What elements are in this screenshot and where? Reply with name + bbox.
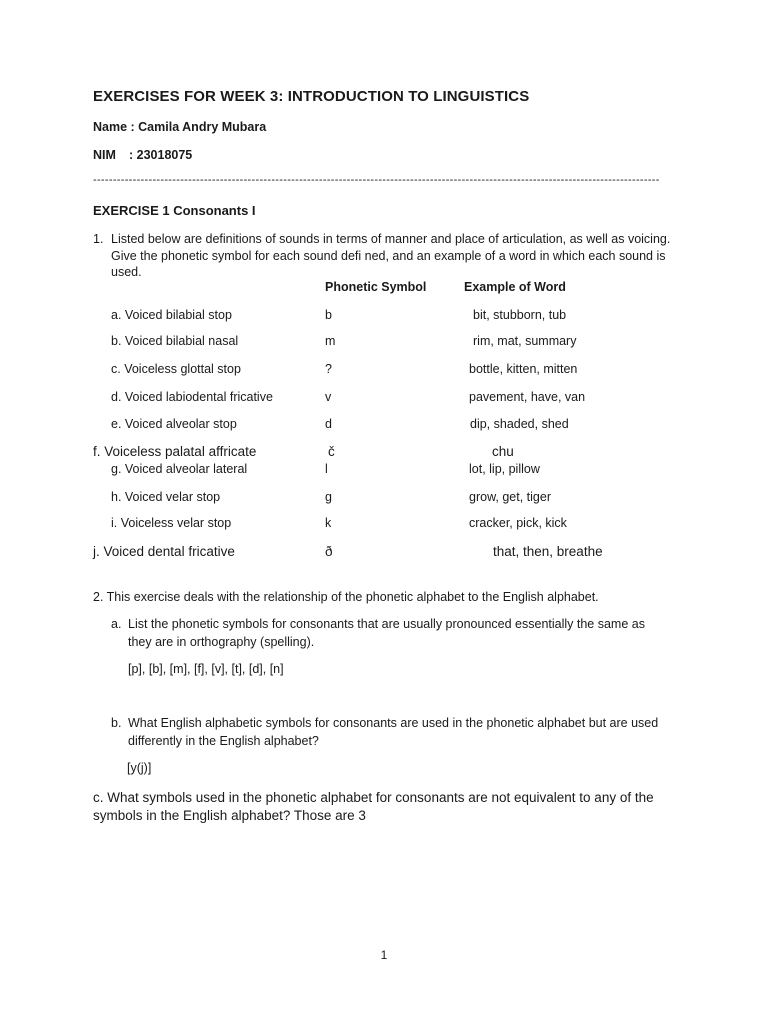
question-2a	[111, 615, 671, 651]
student-name: Name : Camila Andry Mubara	[93, 120, 267, 134]
question-1-text: Listed below are definitions of sounds in terms of manner and place of articulation, as well as voicing. Give the phonetic symbol for each sound defi ned, and an example of a word in which each sound is used.	[111, 232, 671, 279]
question-2a-label: a.	[111, 617, 122, 631]
row-label: j. Voiced dental fricative	[93, 544, 235, 559]
row-label: h. Voiced velar stop	[111, 490, 221, 504]
exercise-heading: EXERCISE 1 Consonants I	[93, 203, 256, 218]
row-symbol: ?	[325, 362, 332, 376]
question-1-number: 1.	[93, 232, 104, 246]
question-2b-label: b.	[111, 716, 122, 730]
row-example: pavement, have, van	[469, 390, 586, 404]
row-example: chu	[492, 444, 514, 459]
document-title: EXERCISES FOR WEEK 3: INTRODUCTION TO LINGUISTICS	[93, 88, 530, 105]
row-example: bottle, kitten, mitten	[469, 362, 578, 376]
row-example: bit, stubborn, tub	[473, 308, 567, 322]
column-header-example: Example of Word	[464, 280, 566, 294]
row-label: b. Voiced bilabial nasal	[111, 334, 239, 348]
row-example: rim, mat, summary	[473, 334, 577, 348]
row-symbol: d	[325, 417, 332, 431]
answer-2a: [p], [b], [m], [f], [v], [t], [d], [n]	[128, 662, 284, 676]
row-example: that, then, breathe	[493, 544, 603, 559]
page-number: 1	[380, 948, 388, 962]
row-symbol: v	[325, 390, 332, 404]
nim-value: : 23018075	[129, 148, 193, 162]
answer-2b: [y(j)]	[127, 761, 152, 775]
row-symbol: ð	[325, 544, 333, 559]
row-example: lot, lip, pillow	[469, 462, 540, 476]
question-2-intro: 2. This exercise deals with the relationship of the phonetic alphabet to the English alphabet.	[93, 590, 599, 604]
row-symbol: č	[328, 444, 335, 459]
row-label: a. Voiced bilabial stop	[111, 308, 232, 322]
nim-label: NIM	[93, 148, 116, 162]
row-label: c. Voiceless glottal stop	[111, 362, 241, 376]
row-label: i. Voiceless velar stop	[111, 516, 232, 530]
row-label: f. Voiceless palatal affricate	[93, 444, 257, 459]
row-example: cracker, pick, kick	[469, 516, 567, 530]
row-symbol: k	[325, 516, 332, 530]
question-1	[93, 231, 673, 281]
question-2b	[111, 714, 671, 750]
row-example: dip, shaded, shed	[470, 417, 569, 431]
row-label: g. Voiced alveolar lateral	[111, 462, 248, 476]
row-label: e. Voiced alveolar stop	[111, 417, 237, 431]
divider-line: -----------------------------------------------------------------------------------------------------------------------------------------------	[93, 174, 660, 186]
row-label: d. Voiced labiodental fricative	[111, 390, 273, 404]
question-2c: c. What symbols used in the phonetic alphabet for consonants are not equivalent to any of the symbols in the English alphabet? Those are 3	[93, 790, 654, 823]
row-symbol: b	[325, 308, 332, 322]
question-2b-text: What English alphabetic symbols for consonants are used in the phonetic alphabet but are used differently in the English alphabet?	[128, 716, 659, 748]
row-symbol: g	[325, 490, 332, 504]
row-symbol: m	[325, 334, 336, 348]
question-2a-text: List the phonetic symbols for consonants that are usually pronounced essentially the same as they are in orthography (spelling).	[128, 617, 645, 649]
row-symbol: l	[325, 462, 328, 476]
row-example: grow, get, tiger	[469, 490, 551, 504]
column-header-symbol: Phonetic Symbol	[325, 280, 427, 294]
